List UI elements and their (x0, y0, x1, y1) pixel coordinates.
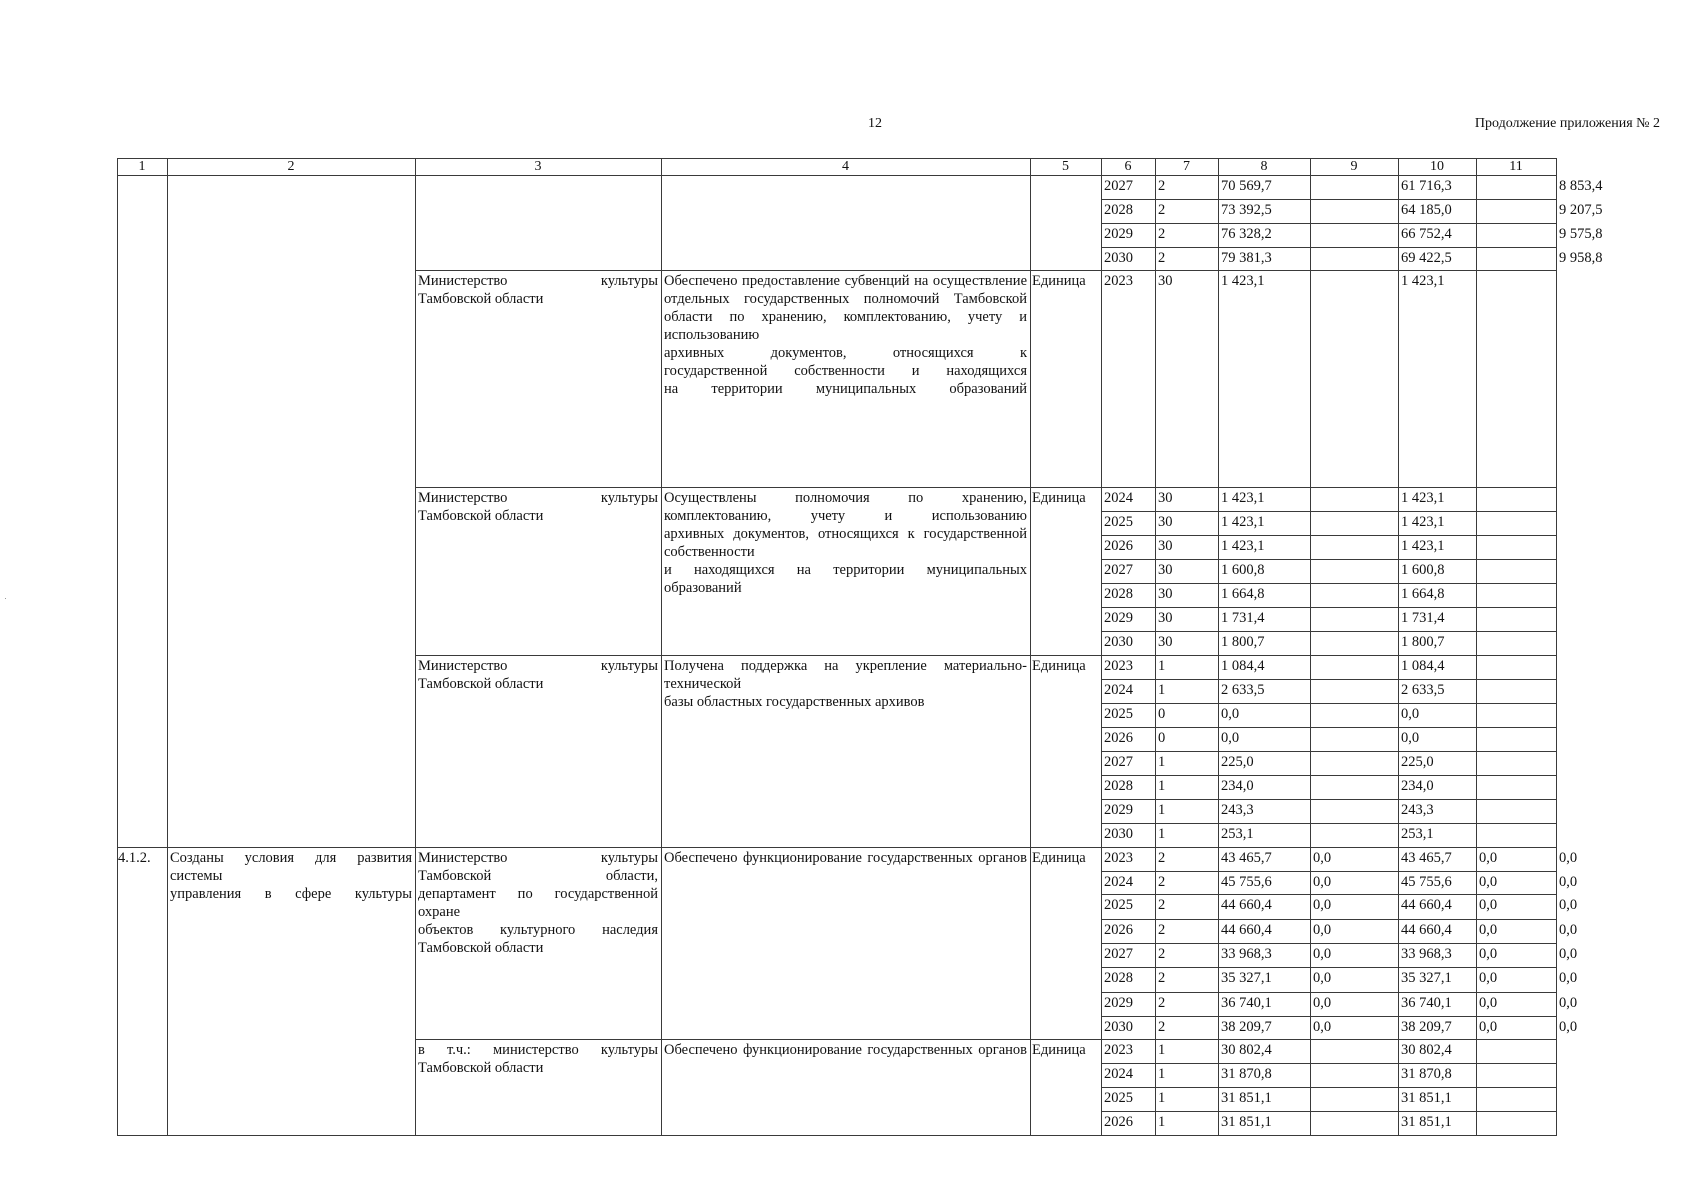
table-cell: 2 (1158, 178, 1166, 194)
table-cell: 1 800,7 (1401, 634, 1445, 650)
table-cell: 43 465,7 (1401, 850, 1452, 866)
table-cell: 243,3 (1401, 802, 1434, 818)
table-cell: 0,0 (1479, 946, 1498, 962)
column-number: 7 (1183, 159, 1190, 174)
appendix-label: Продолжение приложения № 2 (1474, 116, 1660, 131)
table-cell: 2028 (1104, 970, 1133, 986)
table-cell: 0,0 (1479, 995, 1498, 1011)
table-cell: 2028 (1104, 586, 1133, 602)
row-divider (1101, 655, 1556, 656)
table-cell: 1 (1158, 658, 1166, 674)
table-cell: 31 870,8 (1221, 1066, 1272, 1082)
table-cell: 66 752,4 (1401, 226, 1452, 242)
table-cell: 0,0 (1559, 995, 1578, 1011)
row-divider (1101, 775, 1556, 776)
group-divider (415, 270, 1101, 271)
table-cell: 1 084,4 (1221, 658, 1265, 674)
table-cell: 1 (1158, 682, 1166, 698)
table-cell: 9 207,5 (1559, 202, 1603, 218)
executor-cell: Министерство культуры Тамбовской области (418, 273, 658, 307)
table-cell: 1 423,1 (1401, 273, 1445, 289)
table-cell: 2 (1158, 850, 1166, 866)
scan-artifact (5, 598, 6, 599)
table-cell: 79 381,3 (1221, 250, 1272, 266)
row-divider (1101, 679, 1556, 680)
table-cell: 243,3 (1221, 802, 1254, 818)
table-cell: 45 755,6 (1221, 874, 1272, 890)
table-cell: 0,0 (1559, 874, 1578, 890)
table-cell: 33 968,3 (1221, 946, 1272, 962)
table-cell: 31 851,1 (1221, 1114, 1272, 1130)
table-cell: 1 (1158, 1114, 1166, 1130)
table-cell: 234,0 (1221, 778, 1254, 794)
table-cell: 36 740,1 (1401, 995, 1452, 1011)
table-cell: 1 (1158, 802, 1166, 818)
column-number: 10 (1430, 159, 1444, 174)
table-cell: 30 802,4 (1221, 1042, 1272, 1058)
table-cell: 1 (1158, 1042, 1166, 1058)
table-cell: 0,0 (1559, 946, 1578, 962)
column-number: 2 (287, 159, 295, 174)
section-title: Созданы условия для развития системы управления в сфере культуры (170, 850, 412, 902)
table-cell: 30 (1158, 514, 1173, 530)
table-cell: 31 851,1 (1401, 1090, 1452, 1106)
table-border-bottom (117, 1135, 1556, 1136)
table-cell: 2028 (1104, 778, 1133, 794)
row-divider (1101, 559, 1556, 560)
table-cell: 69 422,5 (1401, 250, 1452, 266)
table-cell: 1 664,8 (1221, 586, 1265, 602)
table-cell: 30 (1158, 273, 1173, 289)
header-border-bottom (117, 175, 1556, 176)
table-cell: 30 802,4 (1401, 1042, 1452, 1058)
table-cell: 2024 (1104, 490, 1133, 506)
row-divider (1101, 631, 1556, 632)
table-cell: 2 (1158, 874, 1166, 890)
table-cell: 1 423,1 (1221, 490, 1265, 506)
table-cell: 31 851,1 (1221, 1090, 1272, 1106)
row-divider (1101, 847, 1556, 848)
table-cell: 1 800,7 (1221, 634, 1265, 650)
table-cell: 2030 (1104, 250, 1133, 266)
group-divider (415, 847, 1101, 848)
table-cell: 2 (1158, 226, 1166, 242)
table-cell: 2029 (1104, 995, 1133, 1011)
column-divider (1398, 158, 1399, 1136)
column-divider (1310, 158, 1311, 1136)
table-cell: 2 (1158, 1019, 1166, 1035)
row-divider (1101, 703, 1556, 704)
table-cell: 0,0 (1313, 946, 1332, 962)
table-cell: 1 (1158, 826, 1166, 842)
row-divider (1101, 487, 1556, 488)
table-cell: 2023 (1104, 1042, 1133, 1058)
column-number: 11 (1509, 159, 1523, 174)
table-cell: 0,0 (1559, 922, 1578, 938)
column-number: 1 (138, 159, 146, 174)
table-cell: 1 731,4 (1221, 610, 1265, 626)
table-cell: 2024 (1104, 1066, 1133, 1082)
table-cell: 0,0 (1479, 922, 1498, 938)
table-cell: 0,0 (1313, 922, 1332, 938)
table-cell: 1 423,1 (1221, 514, 1265, 530)
unit-cell: Единица (1032, 1042, 1086, 1058)
table-cell: 1 423,1 (1221, 273, 1265, 289)
result-cell: Получена поддержка на укрепление материально-технической базы областных государственных архивов (664, 658, 1027, 710)
table-cell: 2 (1158, 970, 1166, 986)
table-cell: 1 731,4 (1401, 610, 1445, 626)
table-cell: 64 185,0 (1401, 202, 1452, 218)
table-cell: 1 (1158, 1090, 1166, 1106)
table-cell: 9 958,8 (1559, 250, 1603, 266)
row-divider (1101, 535, 1556, 536)
table-cell: 2027 (1104, 562, 1133, 578)
table-cell: 2 633,5 (1221, 682, 1265, 698)
table-cell: 35 327,1 (1401, 970, 1452, 986)
row-divider (1101, 223, 1556, 224)
column-divider (1556, 158, 1557, 1136)
executor-cell: в т.ч.: министерство культуры Тамбовской области (418, 1042, 658, 1076)
row-divider (1101, 607, 1556, 608)
table-cell: 2024 (1104, 682, 1133, 698)
table-cell: 2030 (1104, 1019, 1133, 1035)
table-cell: 1 664,8 (1401, 586, 1445, 602)
table-cell: 0,0 (1559, 850, 1578, 866)
table-cell: 0,0 (1313, 850, 1332, 866)
unit-cell: Единица (1032, 490, 1086, 506)
row-divider (1101, 967, 1556, 968)
table-cell: 70 569,7 (1221, 178, 1272, 194)
table-cell: 2026 (1104, 538, 1133, 554)
row-divider (1101, 583, 1556, 584)
table-cell: 0,0 (1313, 995, 1332, 1011)
table-cell: 1 084,4 (1401, 658, 1445, 674)
column-divider (1101, 158, 1102, 1136)
row-divider (1101, 1087, 1556, 1088)
column-number: 9 (1350, 159, 1358, 174)
row-divider (1101, 823, 1556, 824)
table-cell: 30 (1158, 610, 1173, 626)
table-cell: 2 (1158, 946, 1166, 962)
table-cell: 2026 (1104, 1114, 1133, 1130)
table-cell: 30 (1158, 586, 1173, 602)
table-cell: 45 755,6 (1401, 874, 1452, 890)
group-divider (415, 655, 1101, 656)
column-divider (117, 158, 118, 1136)
column-divider (415, 158, 416, 1136)
table-cell: 1 600,8 (1401, 562, 1445, 578)
table-cell: 2027 (1104, 946, 1133, 962)
table-cell: 35 327,1 (1221, 970, 1272, 986)
column-divider (661, 158, 662, 1136)
table-cell: 31 851,1 (1401, 1114, 1452, 1130)
table-cell: 44 660,4 (1401, 897, 1452, 913)
table-cell: 38 209,7 (1221, 1019, 1272, 1035)
executor-cell: Министерство культуры Тамбовской области (418, 658, 658, 692)
row-divider (1101, 511, 1556, 512)
row-divider (1101, 270, 1556, 271)
table-cell: 2025 (1104, 1090, 1133, 1106)
table-cell: 33 968,3 (1401, 946, 1452, 962)
table-cell: 2026 (1104, 730, 1133, 746)
table-cell: 0,0 (1479, 970, 1498, 986)
table-cell: 2024 (1104, 874, 1133, 890)
table-cell: 1 423,1 (1401, 490, 1445, 506)
table-cell: 0,0 (1559, 1019, 1578, 1035)
row-divider (1101, 799, 1556, 800)
table-cell: 44 660,4 (1221, 922, 1272, 938)
row-divider (1101, 894, 1556, 895)
row-divider (1101, 199, 1556, 200)
column-number: 3 (534, 159, 542, 174)
column-divider (1030, 158, 1031, 1136)
table-cell: 2026 (1104, 922, 1133, 938)
table-cell: 2027 (1104, 178, 1133, 194)
table-cell: 2025 (1104, 514, 1133, 530)
table-cell: 38 209,7 (1401, 1019, 1452, 1035)
executor-cell: Министерство культуры Тамбовской области (418, 490, 658, 524)
column-number: 5 (1062, 159, 1069, 174)
table-cell: 0,0 (1479, 897, 1498, 913)
table-cell: 0,0 (1401, 730, 1420, 746)
table-cell: 0,0 (1313, 874, 1332, 890)
table-cell: 0,0 (1559, 897, 1578, 913)
table-cell: 0,0 (1221, 730, 1240, 746)
table-cell: 9 575,8 (1559, 226, 1603, 242)
table-cell: 2028 (1104, 202, 1133, 218)
row-divider (1101, 247, 1556, 248)
column-divider (167, 158, 168, 1136)
table-cell: 30 (1158, 490, 1173, 506)
group-divider (415, 1039, 1101, 1040)
table-cell: 43 465,7 (1221, 850, 1272, 866)
table-cell: 0,0 (1479, 874, 1498, 890)
row-divider (1101, 1111, 1556, 1112)
table-cell: 2 (1158, 250, 1166, 266)
table-cell: 2 (1158, 995, 1166, 1011)
result-cell: Обеспечено предоставление субвенций на осуществление отдельных государственных полномочий Тамбовской области по хранению, комплектованию, учету и использованию архивных документов, относящихся к государственной собственности и находящихся на территории муниципальных образований (664, 273, 1027, 397)
page-number: 12 (868, 116, 882, 131)
table-cell: 234,0 (1401, 778, 1434, 794)
table-cell: 253,1 (1401, 826, 1434, 842)
executor-cell: Министерство культуры Тамбовской области, департамент по государственной охране объектов культурного наследия Тамбовской области (418, 850, 658, 956)
row-divider (1101, 919, 1556, 920)
table-cell: 30 (1158, 562, 1173, 578)
table-cell: 1 423,1 (1221, 538, 1265, 554)
table-cell: 225,0 (1221, 754, 1254, 770)
table-cell: 36 740,1 (1221, 995, 1272, 1011)
row-divider (1101, 992, 1556, 993)
table-cell: 0 (1158, 706, 1166, 722)
row-divider (1101, 1016, 1556, 1017)
table-cell: 0,0 (1479, 850, 1498, 866)
row-divider (1101, 871, 1556, 872)
table-cell: 30 (1158, 634, 1173, 650)
table-cell: 73 392,5 (1221, 202, 1272, 218)
table-cell: 1 423,1 (1401, 514, 1445, 530)
row-divider (1101, 943, 1556, 944)
table-cell: 2023 (1104, 658, 1133, 674)
table-cell: 44 660,4 (1221, 897, 1272, 913)
section-number: 4.1.2. (118, 850, 151, 866)
result-cell: Осуществлены полномочия по хранению, комплектованию, учету и использованию архивных документов, относящихся к государственной собственности и находящихся на территории муниципальных образований (664, 490, 1027, 596)
column-number: 6 (1124, 159, 1132, 174)
table-cell: 2029 (1104, 802, 1133, 818)
column-divider (1218, 158, 1219, 1136)
table-cell: 2029 (1104, 610, 1133, 626)
unit-cell: Единица (1032, 658, 1086, 674)
table-cell: 2023 (1104, 850, 1133, 866)
row-divider (1101, 1039, 1556, 1040)
table-cell: 0,0 (1313, 1019, 1332, 1035)
table-cell: 0,0 (1313, 970, 1332, 986)
column-divider (1155, 158, 1156, 1136)
column-divider (1476, 158, 1477, 1136)
table-cell: 2025 (1104, 706, 1133, 722)
table-cell: 0,0 (1313, 897, 1332, 913)
table-cell: 1 423,1 (1401, 538, 1445, 554)
table-cell: 0 (1158, 730, 1166, 746)
table-cell: 2023 (1104, 273, 1133, 289)
table-cell: 2025 (1104, 897, 1133, 913)
column-number: 4 (842, 159, 849, 174)
section-divider (117, 847, 415, 848)
table-cell: 225,0 (1401, 754, 1434, 770)
table-cell: 61 716,3 (1401, 178, 1452, 194)
column-number: 8 (1260, 159, 1268, 174)
table-cell: 0,0 (1559, 970, 1578, 986)
table-cell: 1 (1158, 754, 1166, 770)
table-cell: 2029 (1104, 226, 1133, 242)
table-cell: 1 600,8 (1221, 562, 1265, 578)
table-cell: 8 853,4 (1559, 178, 1603, 194)
table-cell: 2 (1158, 922, 1166, 938)
table-cell: 2 (1158, 897, 1166, 913)
table-cell: 0,0 (1221, 706, 1240, 722)
table-cell: 2027 (1104, 754, 1133, 770)
group-divider (415, 487, 1101, 488)
unit-cell: Единица (1032, 850, 1086, 866)
unit-cell: Единица (1032, 273, 1086, 289)
result-cell: Обеспечено функционирование государственных органов (664, 1042, 1027, 1058)
table-cell: 2030 (1104, 634, 1133, 650)
row-divider (1101, 751, 1556, 752)
table-cell: 2 (1158, 202, 1166, 218)
table-cell: 0,0 (1479, 1019, 1498, 1035)
table-cell: 1 (1158, 1066, 1166, 1082)
table-cell: 253,1 (1221, 826, 1254, 842)
table-cell: 2030 (1104, 826, 1133, 842)
table-cell: 1 (1158, 778, 1166, 794)
row-divider (1101, 727, 1556, 728)
table-cell: 0,0 (1401, 706, 1420, 722)
table-cell: 76 328,2 (1221, 226, 1272, 242)
table-cell: 31 870,8 (1401, 1066, 1452, 1082)
table-cell: 30 (1158, 538, 1173, 554)
row-divider (1101, 1063, 1556, 1064)
result-cell: Обеспечено функционирование государственных органов (664, 850, 1027, 866)
table-cell: 44 660,4 (1401, 922, 1452, 938)
table-cell: 2 633,5 (1401, 682, 1445, 698)
